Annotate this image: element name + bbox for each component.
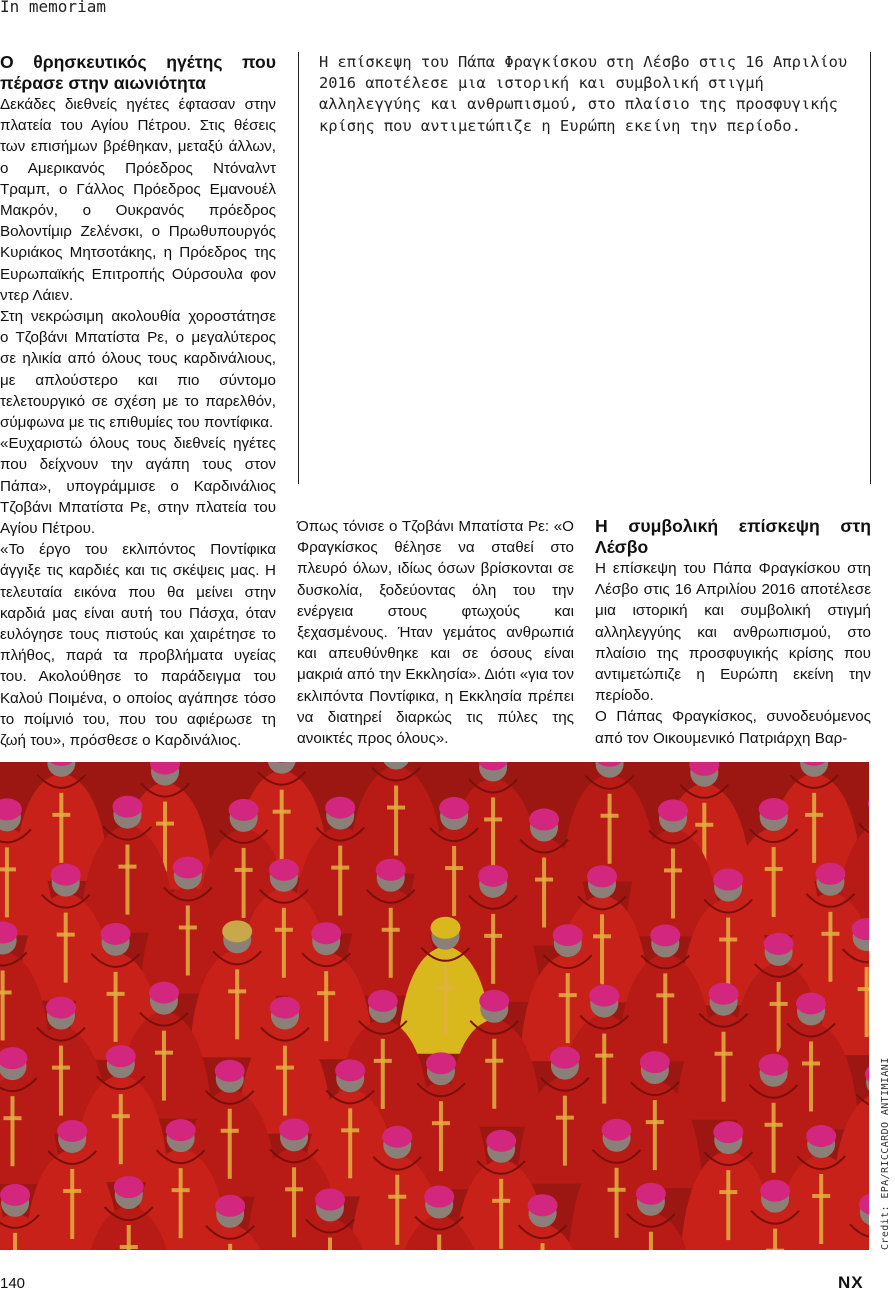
- gold-cross-bar: [52, 813, 70, 817]
- gold-orphrey: [726, 918, 730, 988]
- gold-cross-bar: [276, 1066, 294, 1070]
- gold-cross-bar: [715, 1052, 733, 1056]
- zucchetto: [650, 924, 680, 946]
- zucchetto: [589, 985, 619, 1007]
- zucchetto: [335, 1059, 365, 1081]
- zucchetto: [760, 1180, 790, 1202]
- paragraph: Η επίσκεψη του Πάπα Φραγκίσκου στη Λέσβο στις 16 Απριλίου 2016 αποτέλεσε μια ιστορική και συμβολική στιγμή αλληλεγγύης και ανθρωπισμού, στο πλαίσιο της προσφυγικής κρίσης που αντιμετώπιζε η Ευρώπη εκείνη την περίοδο.: [595, 558, 871, 706]
- gold-orphrey: [395, 1175, 399, 1245]
- pull-quote: Η επίσκεψη του Πάπα Φραγκίσκου στη Λέσβο στις 16 Απριλίου 2016 αποτέλεσε μια ιστορική και συμβολική στιγμή αλληλεγγύης και ανθρωπισμού, στο πλαίσιο της προσφυγικής κρίσης που αντιμετώπιζε η Ευρώπη εκείνη την περίοδο.: [319, 52, 864, 137]
- pull-quote-rule-right: [870, 52, 871, 484]
- gold-cross-bar: [120, 1245, 138, 1249]
- gold-orphrey: [437, 1235, 441, 1250]
- magazine-logo: NX: [838, 1273, 864, 1293]
- section-label: In memoriam: [0, 0, 106, 16]
- zucchetto: [815, 863, 845, 885]
- gold-orphrey: [338, 846, 342, 916]
- gold-orphrey: [772, 1103, 776, 1173]
- zucchetto: [173, 856, 203, 878]
- zucchetto: [424, 1186, 454, 1208]
- gold-cross-bar: [821, 932, 839, 936]
- gold-cross-bar: [388, 1195, 406, 1199]
- gold-orphrey: [653, 1100, 657, 1170]
- zucchetto: [528, 1194, 558, 1216]
- zucchetto: [46, 997, 76, 1019]
- gold-orphrey: [439, 1101, 443, 1171]
- gold-cross-bar: [436, 986, 454, 990]
- zucchetto: [368, 990, 398, 1012]
- gold-cross-bar: [179, 925, 197, 929]
- zucchetto: [57, 1120, 87, 1142]
- zucchetto: [713, 1121, 743, 1143]
- zucchetto: [51, 864, 81, 886]
- gold-cross-bar: [0, 867, 16, 871]
- zucchetto: [529, 809, 559, 831]
- gold-cross-bar: [556, 1116, 574, 1120]
- gold-orphrey: [292, 1167, 296, 1237]
- section-heading: Η συμβολική επίσκεψη στη Λέσβο: [595, 516, 871, 558]
- gold-cross-bar: [535, 878, 553, 882]
- gold-cross-bar: [341, 1128, 359, 1132]
- gold-cross-bar: [445, 866, 463, 870]
- zucchetto: [382, 1126, 412, 1148]
- cardinals-photo: [0, 762, 869, 1250]
- gold-orphrey: [773, 1229, 777, 1250]
- gold-orphrey: [163, 802, 167, 872]
- zucchetto: [602, 1119, 632, 1141]
- gold-cross-bar: [805, 813, 823, 817]
- gold-orphrey: [13, 1233, 17, 1250]
- zucchetto: [806, 1125, 836, 1147]
- gold-cross-bar: [812, 1194, 830, 1198]
- gold-orphrey: [114, 972, 118, 1042]
- zucchetto: [112, 796, 142, 818]
- paragraph: Στη νεκρώσιμη ακολουθία χοροστάτησε ο Τζοβάνι Μπατίστα Ρε, ο μεγαλύτερος σε ηλικία από όλους τους καρδινάλιους, με απλούστερο και πιο σύντομο τελετουργικό σε σχέση με το παρελθόν, σύμφωνα με τις επιθυμίες του ποντίφικα.: [0, 306, 276, 433]
- zucchetto: [0, 1184, 30, 1206]
- gold-cross-bar: [485, 1059, 503, 1063]
- zucchetto: [486, 1130, 516, 1152]
- gold-orphrey: [228, 1244, 232, 1250]
- gold-cross-bar: [112, 1114, 130, 1118]
- gold-orphrey: [600, 914, 604, 984]
- gold-cross-bar: [3, 1116, 21, 1120]
- gold-cross-bar: [156, 822, 174, 826]
- zucchetto: [636, 1183, 666, 1205]
- gold-orphrey: [1, 970, 5, 1040]
- zucchetto: [325, 797, 355, 819]
- article-column-2: [297, 516, 574, 749]
- gold-orphrey: [726, 1170, 730, 1240]
- gold-cross-bar: [118, 865, 136, 869]
- gold-cross-bar: [766, 1249, 784, 1250]
- zucchetto: [222, 920, 252, 942]
- gold-cross-bar: [492, 1199, 510, 1203]
- gold-orphrey: [452, 846, 456, 916]
- zucchetto: [149, 982, 179, 1004]
- gold-orphrey: [282, 908, 286, 978]
- gold-cross-bar: [484, 934, 502, 938]
- zucchetto: [713, 869, 743, 891]
- pull-quote-rule-left: [298, 52, 299, 484]
- gold-orphrey: [64, 913, 68, 983]
- gold-orphrey: [566, 973, 570, 1043]
- zucchetto: [709, 983, 739, 1005]
- gold-cross-bar: [664, 868, 682, 872]
- gold-cross-bar: [382, 928, 400, 932]
- zucchetto: [229, 799, 259, 821]
- gold-orphrey: [381, 1039, 385, 1109]
- zucchetto: [114, 1176, 144, 1198]
- gold-cross-bar: [656, 993, 674, 997]
- gold-cross-bar: [695, 823, 713, 827]
- gold-orphrey: [828, 912, 832, 982]
- gold-orphrey: [5, 847, 9, 917]
- zucchetto: [478, 865, 508, 887]
- gold-cross-bar: [52, 1066, 70, 1070]
- gold-orphrey: [186, 905, 190, 975]
- zucchetto: [279, 1118, 309, 1140]
- zucchetto: [315, 1189, 345, 1211]
- cardinals-illustration: [0, 762, 869, 1250]
- gold-orphrey: [283, 1046, 287, 1116]
- gold-orphrey: [389, 908, 393, 978]
- gold-orphrey: [235, 969, 239, 1039]
- gold-orphrey: [563, 1096, 567, 1166]
- zucchetto: [479, 990, 509, 1012]
- zucchetto: [376, 859, 406, 881]
- gold-orphrey: [328, 1238, 332, 1250]
- gold-cross-bar: [484, 817, 502, 821]
- gold-cross-bar: [802, 1061, 820, 1065]
- gold-cross-bar: [595, 1054, 613, 1058]
- gold-cross-bar: [387, 806, 405, 810]
- zucchetto: [550, 1047, 580, 1069]
- gold-cross-bar: [432, 1121, 450, 1125]
- zucchetto: [270, 997, 300, 1019]
- gold-orphrey: [663, 973, 667, 1043]
- gold-orphrey: [179, 1168, 183, 1238]
- gold-orphrey: [119, 1094, 123, 1164]
- gold-orphrey: [772, 847, 776, 917]
- gold-cross-bar: [719, 938, 737, 942]
- gold-cross-bar: [559, 993, 577, 997]
- gold-orphrey: [70, 1169, 74, 1239]
- gold-orphrey: [125, 845, 129, 915]
- gold-orphrey: [649, 1232, 653, 1250]
- zucchetto: [101, 923, 131, 945]
- zucchetto: [640, 1051, 670, 1073]
- zucchetto: [269, 859, 299, 881]
- gold-cross-bar: [765, 867, 783, 871]
- gold-orphrey: [608, 794, 612, 864]
- gold-cross-bar: [235, 868, 253, 872]
- gold-cross-bar: [0, 990, 12, 994]
- gold-orphrey: [228, 1109, 232, 1179]
- zucchetto: [553, 924, 583, 946]
- gold-cross-bar: [285, 1187, 303, 1191]
- gold-orphrey: [394, 786, 398, 856]
- gold-orphrey: [722, 1032, 726, 1102]
- gold-orphrey: [491, 797, 495, 867]
- paragraph: «Το έργο του εκλιπόντος Ποντίφικα άγγιξε τις καρδιές και τις σκέψεις μας. Η τελευταία εικόνα που θα μείνει στην καρδιά μας είναι αυτή του Πάσχα, όταν ευλόγησε τους πιστούς και χαιρέτησε το πλήθος, παρά τα προβλήματα υγείας του. Ακολούθησε το παράδειγμα του Καλού Ποιμένα, ο οποίος αγάπησε τόσο το ποίμνιό του, που του αφιέρωσε τη ζωή του», πρόσθεσε ο Καρδινάλιος.: [0, 539, 276, 751]
- gold-orphrey: [542, 858, 546, 928]
- gold-orphrey: [242, 848, 246, 918]
- gold-orphrey: [10, 1096, 14, 1166]
- gold-orphrey: [777, 982, 781, 1052]
- gold-cross-bar: [593, 934, 611, 938]
- gold-orphrey: [819, 1174, 823, 1244]
- zucchetto: [764, 933, 794, 955]
- zucchetto: [426, 1052, 456, 1074]
- gold-cross-bar: [374, 1059, 392, 1063]
- gold-cross-bar: [858, 987, 869, 991]
- gold-cross-bar: [608, 1188, 626, 1192]
- article-column-1: [0, 52, 276, 751]
- zucchetto: [311, 922, 341, 944]
- gold-orphrey: [491, 914, 495, 984]
- gold-orphrey: [541, 1243, 545, 1250]
- zucchetto: [796, 992, 826, 1014]
- zucchetto: [759, 798, 789, 820]
- photo-credit: Credit: EPA/RICCARDO ANTIMIANI: [880, 1057, 891, 1250]
- section-heading: Ο θρησκευτικός ηγέτης που πέρασε στην αιωνιότητα: [0, 52, 276, 94]
- gold-cross-bar: [228, 989, 246, 993]
- gold-orphrey: [812, 793, 816, 863]
- zucchetto: [215, 1195, 245, 1217]
- zucchetto: [587, 865, 617, 887]
- zucchetto: [430, 917, 460, 939]
- gold-cross-bar: [331, 866, 349, 870]
- zucchetto: [439, 797, 469, 819]
- gold-cross-bar: [107, 992, 125, 996]
- gold-orphrey: [324, 971, 328, 1041]
- gold-cross-bar: [275, 928, 293, 932]
- gold-cross-bar: [770, 1002, 788, 1006]
- gold-cross-bar: [57, 933, 75, 937]
- zucchetto: [759, 1054, 789, 1076]
- gold-orphrey: [492, 1039, 496, 1109]
- paragraph: «Ευχαριστώ όλους τους διεθνείς ηγέτες που δείχνουν την αγάπη τους στον Πάπα», υπογράμμισε ο Καρδινάλιος Τζοβάνι Μπατίστα Ρε, στην πλατεία του Αγίου Πέτρου.: [0, 433, 276, 539]
- gold-cross-bar: [719, 1190, 737, 1194]
- gold-orphrey: [59, 1046, 63, 1116]
- gold-orphrey: [280, 790, 284, 860]
- gold-orphrey: [162, 1031, 166, 1101]
- page-number: 140: [0, 1275, 25, 1292]
- gold-cross-bar: [273, 810, 291, 814]
- gold-cross-bar: [172, 1188, 190, 1192]
- paragraph: Δεκάδες διεθνείς ηγέτες έφτασαν στην πλατεία του Αγίου Πέτρου. Στις θέσεις των επισήμων βρέθηκαν, μεταξύ άλλων, ο Αμερικανός Πρόεδρος Ντόναλντ Τραμπ, ο Γάλλος Πρόεδρος Εμανουέλ Μακρόν, ο Ουκρανός πρόεδρος Βολοντίμιρ Ζελένσκι, ο Πρωθυπουργός Κυριάκος Μητσοτάκης, η Πρόεδρος της Ευρωπαϊκής Επιτροπής Ούρσουλα φον ντερ Λάιεν.: [0, 94, 276, 306]
- zucchetto: [106, 1045, 136, 1067]
- gold-cross-bar: [155, 1051, 173, 1055]
- gold-cross-bar: [601, 814, 619, 818]
- gold-orphrey: [348, 1108, 352, 1178]
- paragraph: Ο Πάπας Φραγκίσκος, συνοδευόμενος από τον Οικουμενικό Πατριάρχη Βαρ-: [595, 706, 871, 748]
- gold-cross-bar: [221, 1129, 239, 1133]
- gold-cross-bar: [317, 991, 335, 995]
- gold-orphrey: [443, 966, 447, 1036]
- gold-orphrey: [499, 1179, 503, 1249]
- zucchetto: [658, 799, 688, 821]
- gold-orphrey: [59, 793, 63, 863]
- gold-orphrey: [602, 1034, 606, 1104]
- gold-cross-bar: [765, 1123, 783, 1127]
- article-column-3: [595, 516, 871, 749]
- gold-orphrey: [865, 967, 869, 1037]
- gold-cross-bar: [63, 1189, 81, 1193]
- zucchetto: [166, 1119, 196, 1141]
- paragraph: Όπως τόνισε ο Τζοβάνι Μπατίστα Ρε: «Ο Φραγκίσκος θέλησε να σταθεί στο πλευρό όλων, ιδίως όσων βρίσκονται σε δυσκολία, ξοδεύοντας όλη του την ενέργεια στους φτωχούς και ξεχασμένους. Ήταν γεμάτος ανθρωπιά και απευθύνθηκε και σε όσους είναι μακριά από την Εκκλησία». Διότι «για τον εκλιπόντα Ποντίφικα, η Εκκλησία πρέπει να διατηρεί διαρκώς τις πύλες της ανοικτές προς όλους».: [297, 516, 574, 749]
- gold-orphrey: [809, 1041, 813, 1111]
- zucchetto: [215, 1060, 245, 1082]
- gold-orphrey: [671, 848, 675, 918]
- gold-cross-bar: [646, 1120, 664, 1124]
- gold-orphrey: [615, 1168, 619, 1238]
